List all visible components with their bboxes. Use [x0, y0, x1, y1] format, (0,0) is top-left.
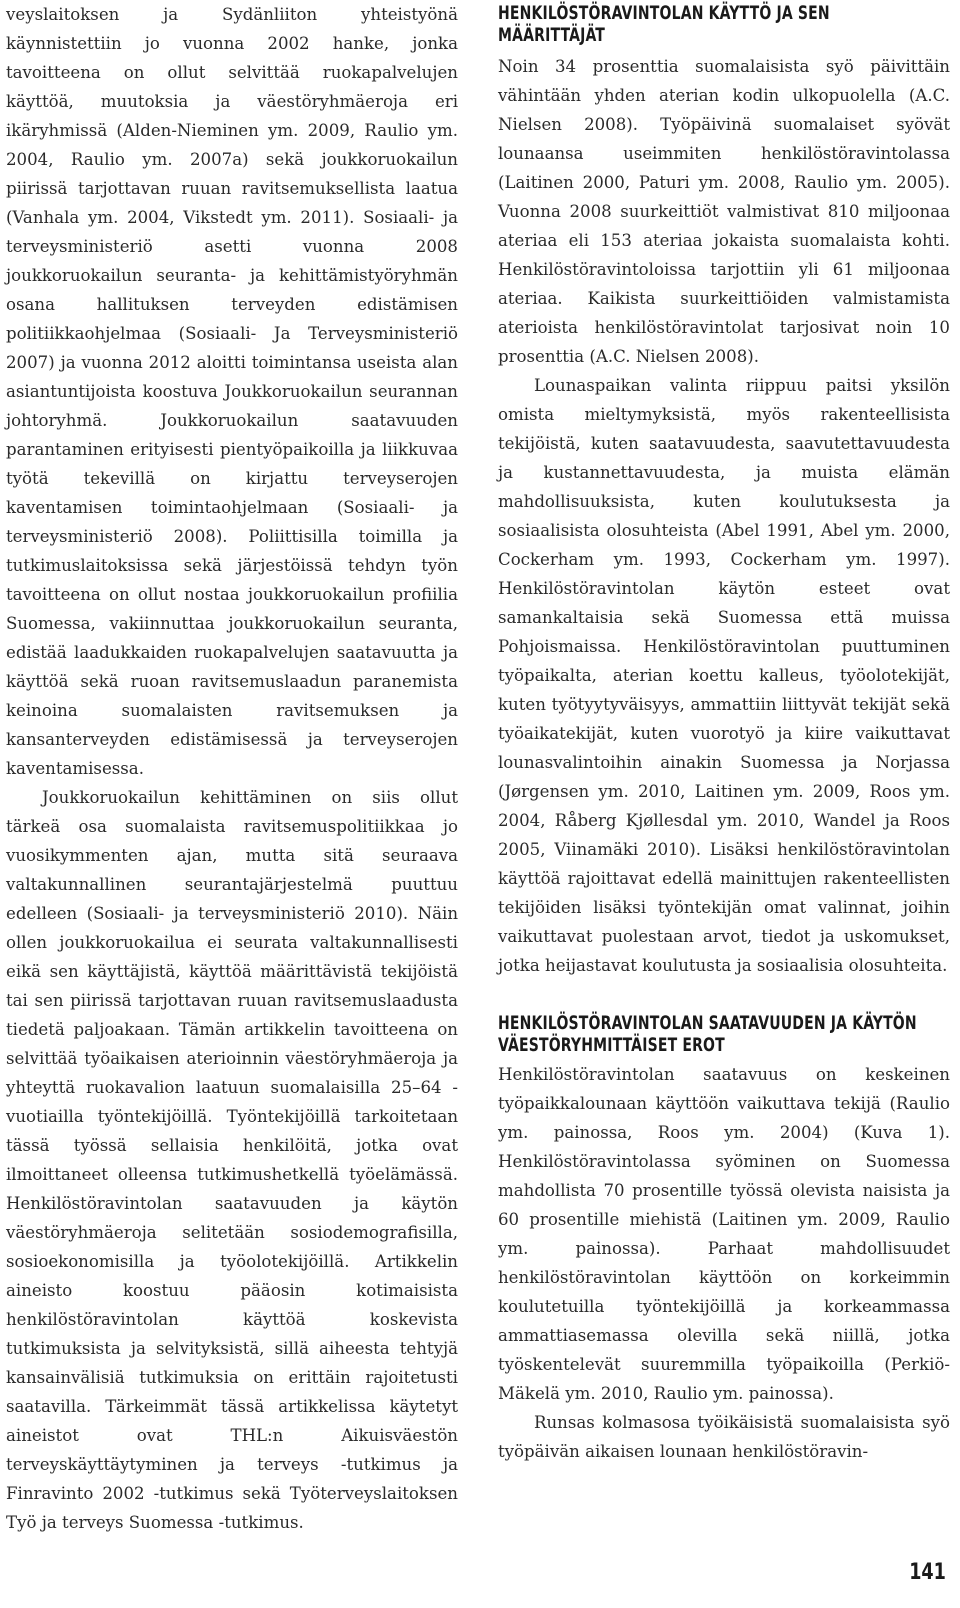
section-heading-availability-line1: HENKILÖSTÖRAVINTOLAN SAATAVUUDEN JA KÄYTÖN — [498, 1012, 917, 1034]
left-paragraph-2: Joukkoruokailun kehittäminen on siis ollut tärkeä osa suomalaista ravitsemuspolitiikkaa jo vuosikymmenten ajan, mutta sitä seuraava valtakunnallinen seurantajärjestelmä puuttuu edelleen (Sosiaali- ja terveysministeriö 2010). Näin ollen joukkoruokailua ei seurata valtakunnallisesti eikä sen käyttäjistä, käyttöä määrittävistä tekijöistä tai sen piirissä tarjottavan ruuan ravitsemuslaadusta tiedetä paljoakaan. Tämän artikkelin tavoitteena on selvittää työaikaisen aterioinnin väestöryhmäeroja ja yhteyttä ruokavalion laatuun suomalaisilla 25–64 -vuotiailla työntekijöillä. Työntekijöillä tarkoitetaan tässä työssä sellaisia henkilöitä, jotka ovat ilmoittaneet olleensa tutkimushetkellä työelämässä. Henkilöstöravintolan saatavuuden ja käytön väestöryhmäeroja selitetään sosiodemografisilla, sosioekonomisilla ja työolotekijöillä. Artikkelin aineisto koostuu pääosin kotimaisista henkilöstöravintolan käyttöä koskevista tutkimuksista ja selvityksistä, sillä aiheesta tehtyjä kansainvälisiä tutkimuksia on erittäin rajoitetusti saatavilla. Tärkeimmät tässä artikkelissa käytetyt aineistot ovat THL:n Aikuisväestön terveyskäyttäytyminen ja terveys -tutkimus ja Finravinto 2002 -tutkimus sekä Työterveyslaitoksen Työ ja terveys Suomessa -tutkimus. — [6, 788, 458, 1532]
usage-paragraph-1: Noin 34 prosenttia suomalaisista syö päivittäin vähintään yhden aterian kodin ulkopuolella (A.C. Nielsen 2008). Työpäivinä suomalaiset syövät lounaansa useimmiten henkilöstöravintolassa (Laitinen 2000, Paturi ym. 2008, Raulio ym. 2005). Vuonna 2008 suurkeittiöt valmistivat 810 miljoonaa ateriaa eli 153 ateriaa jokaista suomalaista kohti. Henkilöstöravintoloissa tarjottiin yli 61 miljoonaa ateriaa. Kaikista suurkeittiöiden valmistamista aterioista henkilöstöravintolat tarjosivat noin 10 prosenttia (A.C. Nielsen 2008). — [498, 57, 950, 366]
left-paragraph-1: veyslaitoksen ja Sydänliiton yhteistyönä käynnistettiin jo vuonna 2002 hanke, jonka tavoitteena on ollut selvittää ruokapalvelujen käyttöä, muutoksia ja väestöryhmäeroja eri ikäryhmissä (Alden-Nieminen ym. 2009, Raulio ym. 2004, Raulio ym. 2007a) sekä joukkoruokailun piirissä tarjottavan ruuan ravitsemuksellista laatua (Vanhala ym. 2004, Vikstedt ym. 2011). Sosiaali- ja terveysministeriö asetti vuonna 2008 joukkoruokailun seuranta- ja kehittämistyöryhmän osana hallituksen terveyden edistämisen politiikkaohjelmaa (Sosiaali- Ja Terveysministeriö 2007) ja vuonna 2012 aloitti toimintansa useista alan asiantuntijoista koostuva Joukkoruokailun seurannan johtoryhmä. Joukkoruokailun saatavuuden parantaminen erityisesti pientyöpaikoilla ja liikkuvaa työtä tekevillä on kirjattu terveyserojen kaventamisen toimintaohjelmaan (Sosiaali- ja terveysministeriö 2008). Poliittisilla toimilla ja tutkimuslaitoksissa sekä järjestöissä tehdyn työn tavoitteena on ollut nostaa joukkoruokailun profiilia Suomessa, vakiinnuttaa joukkoruokailun seuranta, edistää laadukkaiden ruokapalvelujen saatavuutta ja käyttöä sekä ruoan ravitsemuslaadun paranemista keinoina suomalaisten ravitsemuksen ja kansanterveyden edistämisessä ja terveyserojen kaventamisessa. — [6, 5, 458, 778]
availability-paragraph-2: Runsas kolmasosa työikäisistä suomalaisista syö työpäivän aikaisen lounaan henkilöstöravin- — [498, 1413, 950, 1461]
page-number: 141 — [909, 1560, 946, 1585]
usage-paragraph-2: Lounaspaikan valinta riippuu paitsi yksilön omista mieltymyksistä, myös rakenteellisista tekijöistä, kuten saatavuudesta, saavutettavuudesta ja kustannettavuudesta, ja muista elämän mahdollisuuksista, kuten koulutuksesta ja sosiaalisista olosuhteista (Abel 1991, Abel ym. 2000, Cockerham ym. 1993, Cockerham ym. 1997). Henkilöstöravintolan käytön esteet ovat samankaltaisia sekä Suomessa että muissa Pohjoismaissa. Henkilöstöravintolan puuttuminen työpaikalta, aterian koettu kalleus, työolotekijät, kuten työtyytyväisyys, ammattiin liittyvät tekijät sekä työaikatekijät, kuten vuorotyö ja kiire vaikuttavat lounasvalintoihin ainakin Suomessa ja Norjassa (Jørgensen ym. 2010, Laitinen ym. 2009, Roos ym. 2004, Råberg Kjøllesdal ym. 2010, Wandel ja Roos 2005, Viinamäki 2010). Lisäksi henkilöstöravintolan käyttöä rajoittavat edellä mainittujen rakenteellisten tekijöiden lisäksi työntekijän omat valinnat, joihin vaikuttavat puolestaan arvot, tiedot ja uskomukset, jotka heijastavat koulutusta ja sosiaalisia olosuhteita. — [498, 376, 950, 975]
section-heading-usage-line2: MÄÄRITTÄJÄT — [498, 24, 605, 46]
availability-paragraph-1: Henkilöstöravintolan saatavuus on keskeinen työpaikkalounaan käyttöön vaikuttava tekijä (Raulio ym. painossa, Roos ym. 2004) (Kuva 1). Henkilöstöravintolassa syöminen on Suomessa mahdollista 70 prosentille työssä olevista naisista ja 60 prosentille miehistä (Laitinen ym. 2009, Raulio ym. painossa). Parhaat mahdollisuudet henkilöstöravintolan käyttöön on korkeimmin koulutetuilla työntekijöillä ja korkeammassa ammattiasemassa olevilla sekä niillä, jotka työskentelevät suuremmilla työpaikoilla (Perkiö-Mäkelä ym. 2010, Raulio ym. painossa). — [498, 1065, 950, 1403]
left-column — [6, 0, 458, 1537]
right-column — [498, 0, 950, 1466]
section-heading-availability-line2: VÄESTÖRYHMITTÄISET EROT — [498, 1034, 725, 1056]
section-heading-availability — [498, 1012, 950, 1056]
section-heading-usage — [498, 0, 950, 46]
section-heading-usage-line1: HENKILÖSTÖRAVINTOLAN KÄYTTÖ JA SEN — [498, 2, 830, 24]
